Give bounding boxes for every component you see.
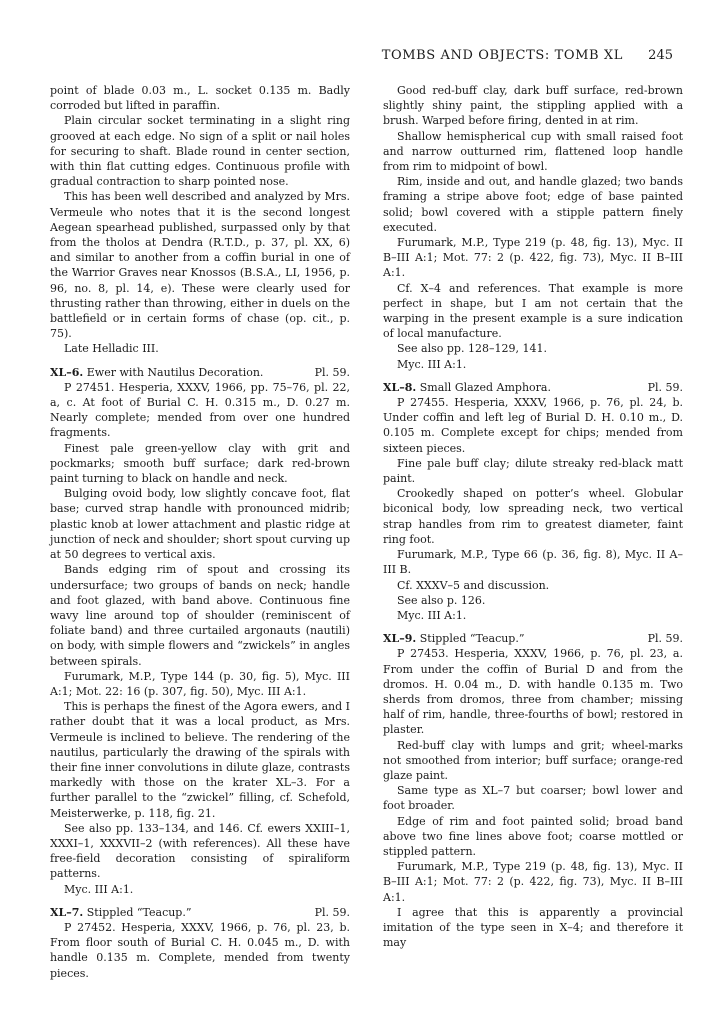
entry-heading-xl9 <box>383 631 683 646</box>
paragraph: Red-buff clay with lumps and grit; wheel-marks not smoothed from interior; buff surface; orange-red glaze paint. <box>383 738 683 782</box>
paragraph: Furumark, M.P., Type 144 (p. 30, fig. 5), Myc. III A:1; Mot. 22: 16 (p. 307, fig. 50), Myc. III A:1. <box>50 669 350 698</box>
paragraph: point of blade 0.03 m., L. socket 0.135 m. Badly corroded but lifted in paraffin. <box>50 84 350 113</box>
entry-title: Small Glazed Amphora. <box>419 380 551 394</box>
paragraph: Myc. III A:1. <box>64 882 134 896</box>
entry-title: Ewer with Nautilus Decoration. <box>86 365 264 379</box>
plate-reference: Pl. 59. <box>314 905 350 919</box>
entry-title: Stippled “Teacup.” <box>419 632 525 646</box>
paragraph: See also pp. 133–134, and 146. Cf. ewers XXIII–1, XXXI–1, XXXVII–2 (with references). All these have free-field decoration consisting of spiraliform patterns. <box>50 821 350 881</box>
paragraph: Furumark, M.P., Type 66 (p. 36, fig. 8), Myc. II A–III B. <box>383 548 683 577</box>
paragraph: Plain circular socket terminating in a slight ring grooved at each edge. No sign of a split or nail holes for securing to shaft. Blade round in center section, with thin flat cutting edges. Continuous profile with gradual contraction to sharp pointed nose. <box>50 114 350 189</box>
paragraph: Shallow hemispherical cup with small raised foot and narrow outturned rim, flattened loop handle from rim to midpoint of bowl. <box>383 129 683 174</box>
paragraph: Edge of rim and foot painted solid; broad band above two fine lines above foot; coarse mottled or stippled pattern. <box>383 814 683 858</box>
paragraph: Late Helladic III. <box>64 342 159 356</box>
entry-number: XL–9. <box>383 632 417 646</box>
running-head: TOMBS AND OBJECTS: TOMB XL <box>381 48 623 63</box>
paragraph: Cf. XXXV–5 and discussion. <box>397 578 550 592</box>
plate-reference: Pl. 59. <box>647 632 683 646</box>
paragraph: This is perhaps the finest of the Agora ewers, and I rather doubt that it was a local product, as Mrs. Vermeule is inclined to believe. The rendering of the nautilus, particularly the drawing of the spirals with their fine inner convolutions in dilute glaze, contrasts markedly with those on the krater XL–3. For a further parallel to the “zwickel” filling, cf. Schefold, Meisterwerke, p. 118, fig. 21. <box>50 700 350 820</box>
paragraph: Finest pale green-yellow clay with grit and pockmarks; smooth buff surface; dark red-brown paint turning to black on handle and neck. <box>50 441 350 486</box>
paragraph: Good red-buff clay, dark buff surface, red-brown slightly shiny paint, the stippling applied with a brush. Warped before firing, dented in at rim. <box>383 84 683 128</box>
entry-heading-xl6 <box>50 365 350 380</box>
paragraph: Bulging ovoid body, low slightly concave foot, flat base; curved strap handle with pronounced midrib; plastic knob at lower attachment and plastic ridge at junction of neck and shoulder; short spout curving up at 50 degrees to vertical axis. <box>50 487 350 562</box>
paragraph: Rim, inside and out, and handle glazed; two bands framing a stripe above foot; edge of base painted solid; bowl covered with a stipple pattern finely executed. <box>383 175 683 234</box>
entry-number: XL–6. <box>50 365 84 379</box>
paragraph: See also p. 126. <box>397 593 486 607</box>
paragraph: Myc. III A:1. <box>397 608 467 622</box>
paragraph: P 27452. Hesperia, XXXV, 1966, p. 76, pl. 23, b. From floor south of Burial C. H. 0.045 m., D. with handle 0.135 m. Complete, mended from twenty pieces. <box>50 920 350 980</box>
right-column <box>383 83 683 950</box>
entry-heading-xl8 <box>383 380 683 395</box>
paragraph: Furumark, M.P., Type 219 (p. 48, fig. 13), Myc. II B–III A:1; Mot. 77: 2 (p. 422, fig. 73), Myc. II B–III A:1. <box>383 860 683 904</box>
paragraph: I agree that this is apparently a provincial imitation of the type seen in X–4; and therefore it may <box>383 905 683 950</box>
plate-reference: Pl. 59. <box>314 365 350 379</box>
entry-heading-xl7 <box>50 905 350 920</box>
paragraph: Bands edging rim of spout and crossing its undersurface; two groups of bands on neck; handle and foot glazed, with band above. Continuous fine wavy line around top of shoulder (reminiscent of foliate band) and three curtailed argonauts (nautili) on body, with simple flowers and “zwickels” in angles between spirals. <box>50 563 350 668</box>
paragraph: P 27451. Hesperia, XXXV, 1966, pp. 75–76, pl. 22, a, c. At foot of Burial C. H. 0.315 m., D. 0.27 m. Nearly complete; mended from over one hundred fragments. <box>50 380 350 440</box>
entry-title: Stippled “Teacup.” <box>86 905 192 919</box>
paragraph: Furumark, M.P., Type 219 (p. 48, fig. 13), Myc. II B–III A:1; Mot. 77: 2 (p. 422, fig. 73), Myc. II B–III A:1. <box>383 236 683 280</box>
page-number: 245 <box>648 48 673 63</box>
entry-number: XL–7. <box>50 905 84 919</box>
paragraph: P 27453. Hesperia, XXXV, 1966, p. 76, pl. 23, a. From under the coffin of Burial D and from the dromos. H. 0.04 m., D. with handle 0.135 m. Two sherds from dromos, three from chamber; missing half of rim, handle, three-fourths of bowl; restored in plaster. <box>383 647 683 737</box>
paragraph: P 27455. Hesperia, XXXV, 1966, p. 76, pl. 24, b. Under coffin and left leg of Burial D. H. 0.10 m., D. 0.105 m. Complete except for chips; mended from sixteen pieces. <box>383 396 683 455</box>
plate-reference: Pl. 59. <box>647 380 683 394</box>
paragraph: Crookedly shaped on potter’s wheel. Globular biconical body, low spreading neck, two vertical strap handles from rim to greatest diameter, faint ring foot. <box>383 487 683 546</box>
entry-number: XL–8. <box>383 380 417 394</box>
paragraph: Fine pale buff clay; dilute streaky red-black matt paint. <box>383 456 683 486</box>
paragraph: Cf. X–4 and references. That example is more perfect in shape, but I am not certain that the warping in the present example is a sure indication of local manufacture. <box>383 281 683 341</box>
paragraph: Same type as XL–7 but coarser; bowl lower and foot broader. <box>383 784 683 813</box>
paragraph: See also pp. 128–129, 141. <box>397 342 547 356</box>
page-header <box>52 48 673 68</box>
paragraph: Myc. III A:1. <box>397 357 467 371</box>
left-column <box>50 83 350 981</box>
paragraph: This has been well described and analyzed by Mrs. Vermeule who notes that it is the second longest Aegean spearhead published, surpassed only by that from the tholos at Dendra (R.T.D., p. 37, pl. XX, 6) and similar to another from a coffin burial in one of the Warrior Graves near Knossos (B.S.A., LI, 1956, p. 96, no. 8, pl. 14, e). These were clearly used for thrusting rather than throwing, either in duels on the battlefield or in certain forms of chase (op. cit., p. 75). <box>50 190 350 341</box>
